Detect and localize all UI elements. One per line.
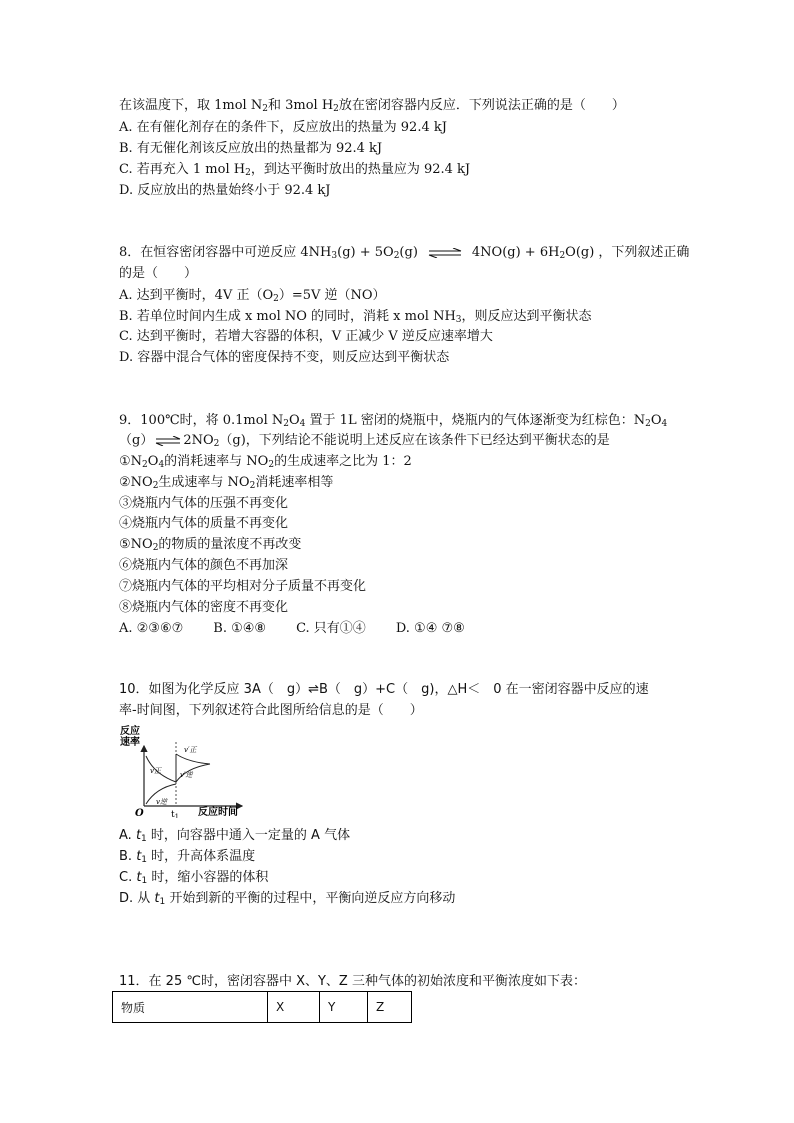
q9-statement-8: ⑧烧瓶内气体的密度不再变化: [119, 600, 289, 615]
q11-table: [112, 991, 412, 1023]
q9-statement-2: $②NO_2$生成速率与 $NO_2$消耗速率相等: [119, 475, 334, 491]
q10-option-c: C. $t_1$ 时，缩小容器的体积: [119, 870, 269, 886]
table-header-cell: 物质: [113, 992, 268, 1023]
q9-option-b: B. ①④⑧: [213, 621, 267, 636]
q9-stem: 9．100℃时，将 0.1mol $N_2O_4$ 置于 1L 密闭的烧瓶中，烧瓶内的气体逐渐变为红棕色：$N_2O_4$: [119, 413, 668, 429]
table-header-cell: X: [268, 992, 320, 1023]
q7-option-a: A. 在有催化剂存在的条件下，反应放出的热量为 92.4 kJ: [119, 120, 447, 135]
q9-statement-7: ⑦烧瓶内气体的平均相对分子质量不再变化: [119, 579, 367, 594]
q10-stem-line2: 率-时间图，下列叙述符合此图所给信息的是（ ）: [119, 703, 423, 718]
q9-statement-1: $①N_2O_4$的消耗速率与 $NO_2$的生成速率之比为 1：2: [119, 454, 412, 470]
equilibrium-arrow-icon: [428, 248, 462, 258]
q7-option-b: B. 有无催化剂该反应放出的热量都为 92.4 kJ: [119, 141, 383, 156]
fig-v-forward-label: v正: [150, 767, 161, 775]
rate-time-figure: [118, 724, 244, 818]
q8-stem: 8．在恒容密闭容器中可逆反应 $4NH_3(g) + 5O_2(g) 4NO(g) + 6H_2O(g)$ ，下列叙述正确: [119, 245, 690, 261]
q9-options: [119, 620, 465, 638]
q8-option-c: C. 达到平衡时，若增大容器的体积，V 正减少 V 逆反应速率增大: [119, 329, 493, 344]
q9-stem-line2: （g） $2NO_2(g)$，下列结论不能说明上述反应在该条件下已经达到平衡状态的是: [119, 433, 610, 449]
q7-stem: 在该温度下，取 1mol $N_2$和 3mol $H_2$放在密闭容器内反应．下列说法正确的是（ ）: [119, 98, 625, 114]
q8-option-b: B. 若单位时间内生成 x mol NO 的同时，消耗 x mol $NH_3$，则反应达到平衡状态: [119, 309, 592, 325]
q11-stem: 11．在 25 ℃时，密闭容器中 X、Y、Z 三种气体的初始浓度和平衡浓度如下表：: [119, 974, 586, 989]
equilibrium-arrow-icon: [155, 436, 181, 446]
q9-statement-5: $⑤NO_2$的物质的量浓度不再改变: [119, 537, 302, 553]
q9-statement-4: ④烧瓶内气体的质量不再变化: [119, 516, 289, 531]
table-header-cell: Z: [368, 992, 412, 1023]
q7-option-c: C. 若再充入 1 mol $H_2$，到达平衡时放出的热量应为 92.4 kJ: [119, 162, 471, 178]
fig-t1-label: $t_1$: [171, 810, 180, 818]
q10-option-a: A. $t_1$ 时，向容器中通入一定量的 A 气体: [119, 828, 351, 844]
table-header-cell: Y: [320, 992, 368, 1023]
q9-statement-6: ⑥烧瓶内气体的颜色不再加深: [119, 558, 289, 573]
q9-statement-3: ③烧瓶内气体的压强不再变化: [119, 496, 289, 511]
q10-stem: 10．如图为化学反应 3A（ g）⇌B（ g）+C（ g)，△H＜ 0 在一密闭容器中反应的速: [119, 682, 649, 697]
fig-xlabel: 反应时间: [198, 807, 238, 818]
fig-v-reverse-new-label: v′逆: [180, 771, 193, 779]
q8-option-a: A. 达到平衡时，4V 正$(O_2)=5V$ 逆（NO）: [119, 288, 386, 304]
table-row: [113, 992, 412, 1023]
fig-v-reverse-label: v逆: [156, 798, 167, 806]
fig-v-forward-new-label: v′正: [184, 746, 197, 754]
q8-option-d: D. 容器中混合气体的密度保持不变，则反应达到平衡状态: [119, 350, 450, 365]
q10-option-d: D. 从 $t_1$ 开始到新的平衡的过程中，平衡向逆反应方向移动: [119, 891, 456, 907]
fig-ylabel-1: 反应: [120, 726, 140, 737]
q9-option-d: D. ①④ ⑦⑧: [395, 621, 465, 636]
fig-ylabel-2: 速率: [120, 737, 140, 748]
q9-option-c: C. 只有①④: [296, 621, 366, 636]
q8-stem-line2: 的是（ ）: [119, 266, 198, 281]
q7-option-d: D. 反应放出的热量始终小于 92.4 kJ: [119, 183, 331, 198]
q10-option-b: B. $t_1$ 时，升高体系温度: [119, 849, 256, 865]
q9-option-a: A. ②③⑥⑦: [119, 621, 184, 636]
fig-origin: O: [135, 808, 144, 818]
fig-v-forward-new-curve: [176, 754, 210, 764]
